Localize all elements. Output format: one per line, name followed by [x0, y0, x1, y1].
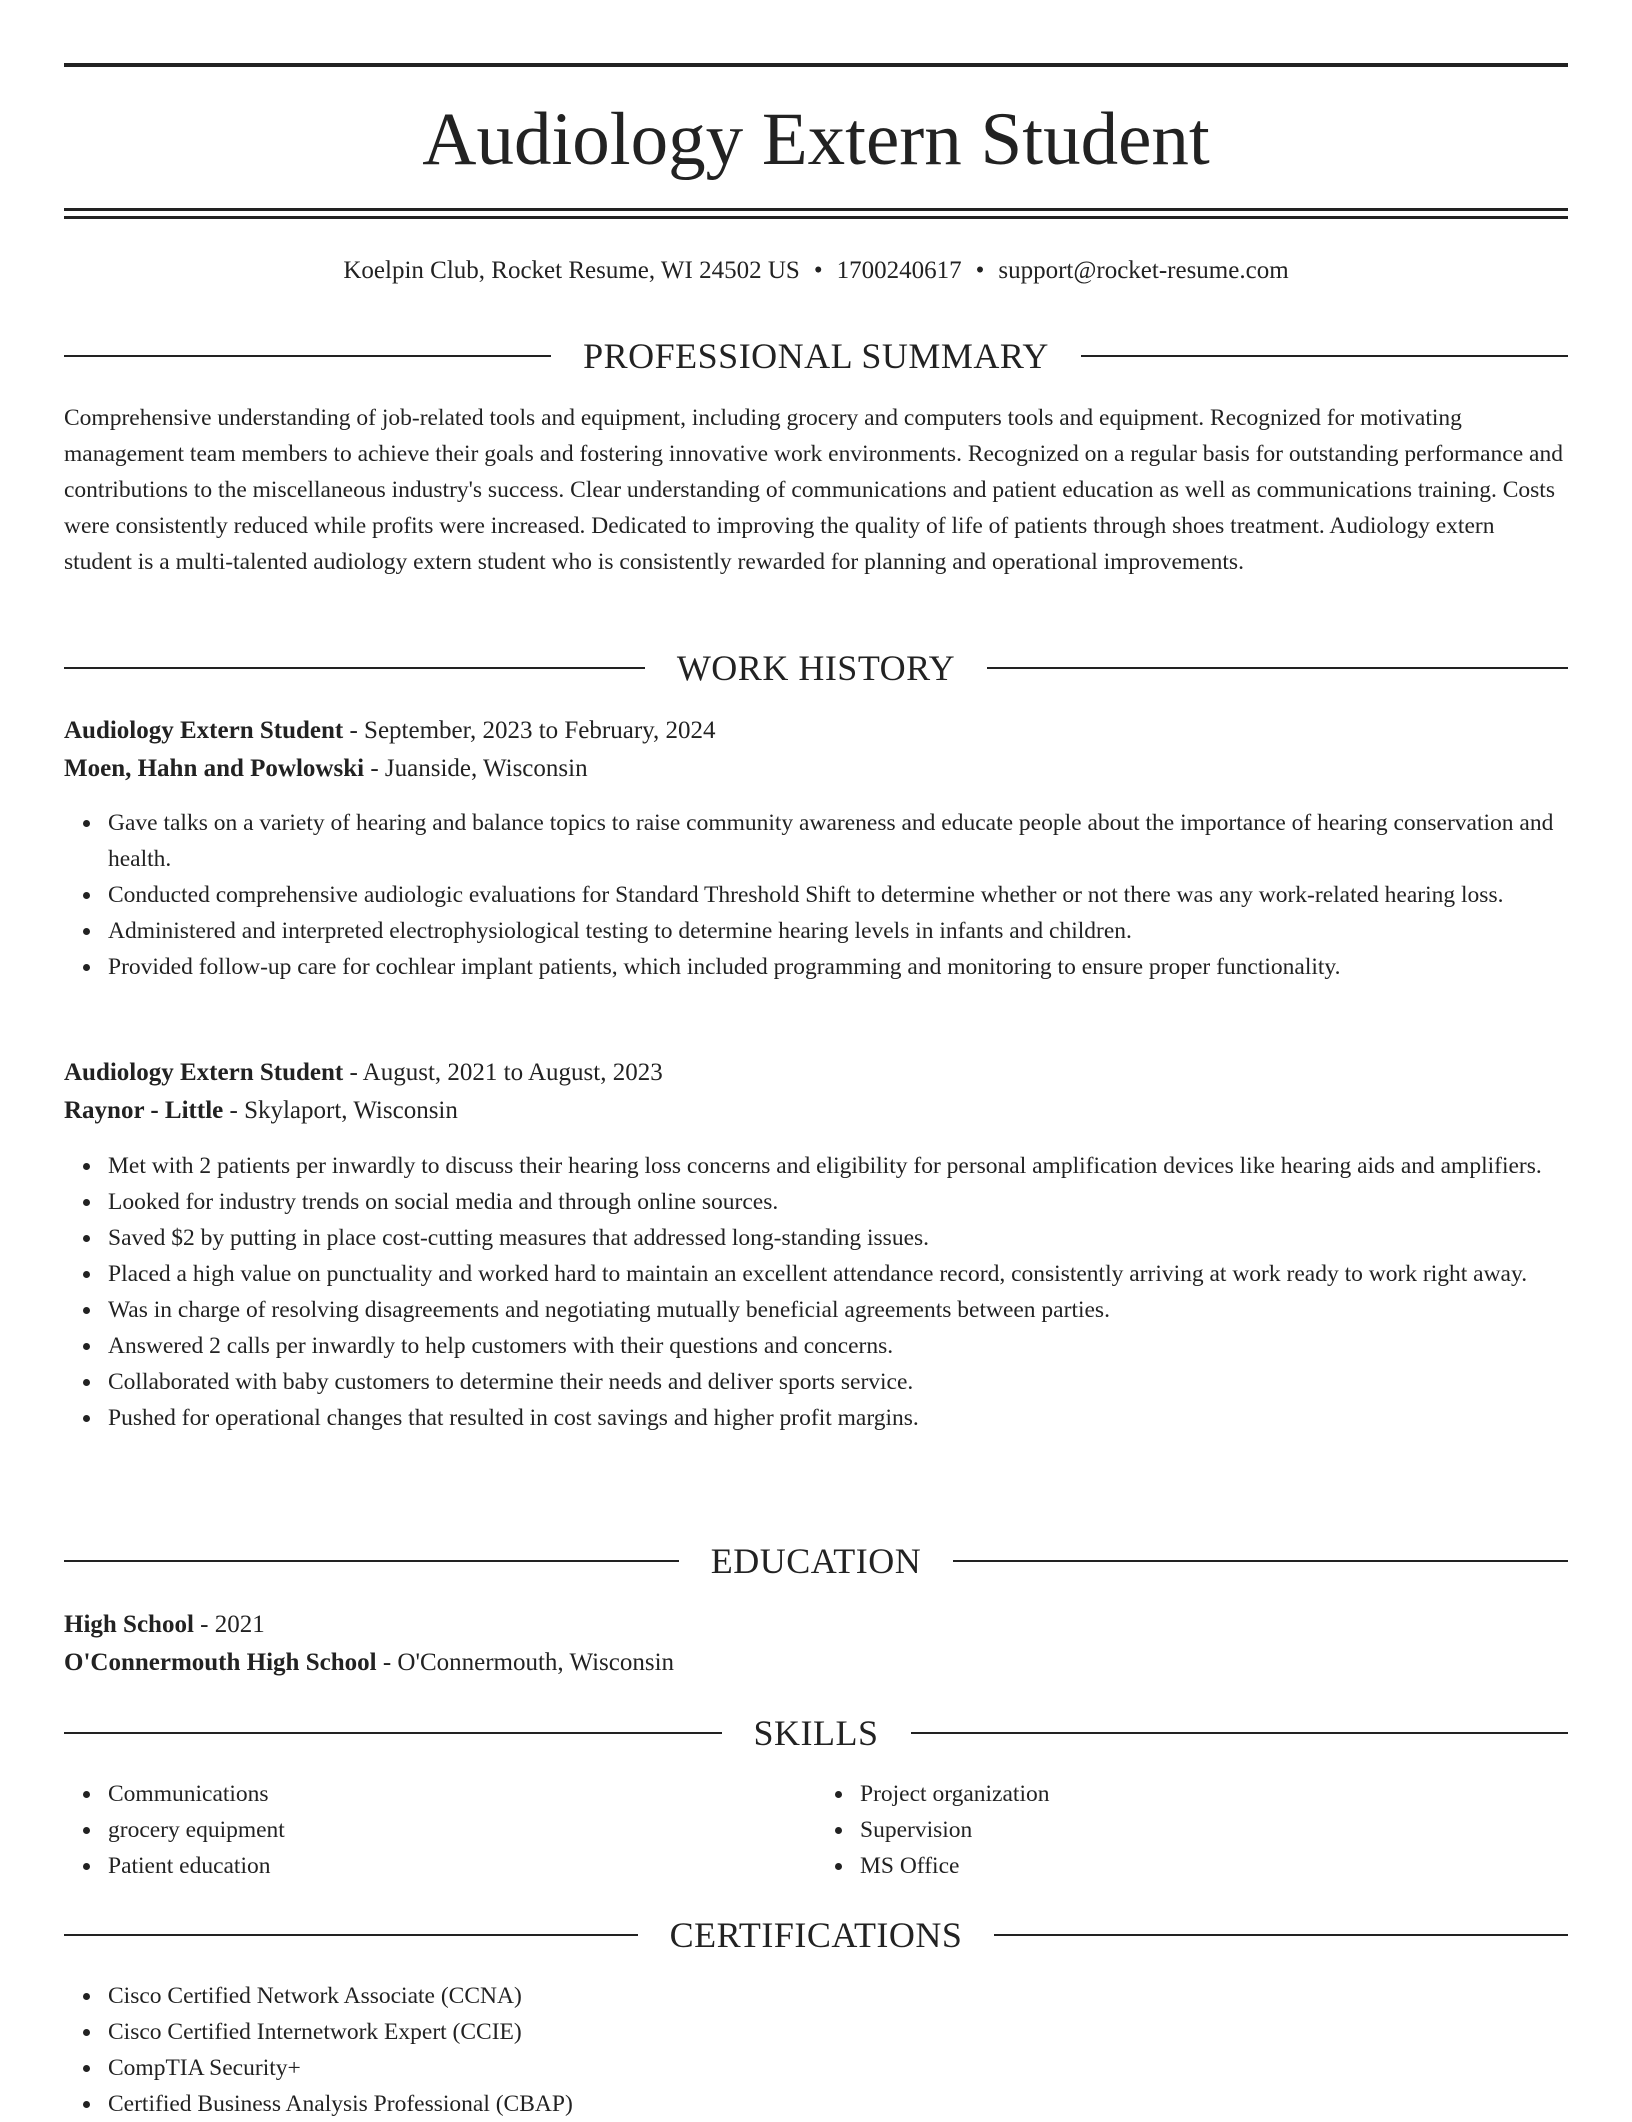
summary-text: Comprehensive understanding of job-related tools and equipment, including grocery and computers tools and equipment. Recognized for motivating management team members to achieve their goals and fostering innovative work environments. Recognized on a regular basis for outstanding performance and contributions to the miscellaneous industry's success. Clear understanding of communications and patient education as well as communications training. Costs were consistently reduced while profits were increased. Dedicated to improving the quality of life of patients through shoes treatment. Audiology extern student is a multi-talented audiology extern student who is consistently rewarded for planning and operational improvements. — [64, 405, 1563, 575]
heading-rule — [64, 1934, 638, 1936]
job-bullets — [64, 805, 1568, 985]
certification-item: Certified Business Analysis Professional (CBAP) — [108, 2086, 1568, 2122]
job-location: - Skylaport, Wisconsin — [223, 1097, 458, 1124]
list-item: Collaborated with baby customers to determine their needs and deliver sports service. — [108, 1364, 1568, 1400]
list-item: Looked for industry trends on social media and through online sources. — [108, 1184, 1568, 1220]
job-dates: - August, 2021 to August, 2023 — [343, 1059, 663, 1086]
list-item: Was in charge of resolving disagreements and negotiating mutually beneficial agreements between parties. — [108, 1292, 1568, 1328]
degree-line — [64, 1606, 1568, 1644]
job-title-line — [64, 712, 1568, 750]
job-title: Audiology Extern Student — [64, 717, 344, 744]
job-bullets — [64, 1148, 1568, 1436]
certification-item: Cisco Certified Internetwork Expert (CCIE) — [108, 2014, 1568, 2050]
section-title: WORK HISTORY — [676, 648, 956, 688]
list-item: Saved $2 by putting in place cost-cutting measures that addressed long-standing issues. — [108, 1220, 1568, 1256]
top-rule — [64, 63, 1568, 67]
list-item: Pushed for operational changes that resulted in cost savings and higher profit margins. — [108, 1400, 1568, 1436]
job-title-line — [64, 1054, 1568, 1092]
job-title: Audiology Extern Student — [64, 1059, 344, 1086]
skill-item: Patient education — [108, 1848, 816, 1884]
contact-address: Koelpin Club, Rocket Resume, WI 24502 US — [343, 257, 800, 284]
contact-separator: • — [813, 257, 823, 284]
contact-separator: • — [975, 257, 985, 284]
heading-rule — [994, 1934, 1568, 1936]
skills-list — [64, 1776, 1568, 1884]
section-heading-summary — [64, 336, 1568, 376]
job-dates: - September, 2023 to February, 2024 — [343, 717, 716, 744]
job-company-line — [64, 1092, 1568, 1130]
certification-item: CompTIA Security+ — [108, 2050, 1568, 2086]
skill-item: Project organization — [860, 1776, 1568, 1812]
graduation-year: - 2021 — [193, 1611, 265, 1638]
heading-rule — [987, 667, 1568, 669]
contact-email: support@rocket-resume.com — [998, 257, 1289, 284]
section-heading-skills — [64, 1713, 1568, 1753]
skill-item: Supervision — [860, 1812, 1568, 1848]
skill-item: Communications — [108, 1776, 816, 1812]
job-company: Raynor - Little — [64, 1097, 224, 1124]
skill-item: grocery equipment — [108, 1812, 816, 1848]
job-company: Moen, Hahn and Powlowski — [64, 755, 365, 782]
section-title: SKILLS — [753, 1713, 879, 1753]
skills-column-right — [816, 1776, 1568, 1884]
heading-rule — [64, 1560, 679, 1562]
contact-line — [64, 255, 1568, 287]
list-item: Answered 2 calls per inwardly to help customers with their questions and concerns. — [108, 1328, 1568, 1364]
heading-rule — [64, 1732, 722, 1734]
heading-rule — [64, 355, 551, 357]
job-entry — [64, 1054, 1568, 1130]
section-title: EDUCATION — [710, 1541, 922, 1581]
section-title: CERTIFICATIONS — [669, 1915, 963, 1955]
school-line — [64, 1644, 1568, 1682]
section-heading-certifications — [64, 1915, 1568, 1955]
contact-phone: 1700240617 — [836, 257, 962, 284]
heading-rule — [64, 667, 645, 669]
section-heading-work-history — [64, 648, 1568, 688]
list-item: Conducted comprehensive audiologic evaluations for Standard Threshold Shift to determine whether or not there was any work-related hearing loss. — [108, 877, 1568, 913]
title-double-rule — [64, 208, 1568, 219]
education-entry — [64, 1606, 1568, 1682]
job-entry — [64, 712, 1568, 788]
certifications-list — [64, 1978, 1568, 2122]
school-name: O'Connermouth High School — [64, 1649, 377, 1676]
resume-title: Audiology Extern Student — [422, 98, 1210, 181]
list-item: Placed a high value on punctuality and worked hard to maintain an excellent attendance record, consistently arriving at work ready to work right away. — [108, 1256, 1568, 1292]
section-heading-education — [64, 1541, 1568, 1581]
certification-item: Cisco Certified Network Associate (CCNA) — [108, 1978, 1568, 2014]
section-title: PROFESSIONAL SUMMARY — [583, 336, 1049, 376]
heading-rule — [1081, 355, 1568, 357]
school-location: - O'Connermouth, Wisconsin — [376, 1649, 675, 1676]
heading-rule — [911, 1732, 1569, 1734]
list-item: Gave talks on a variety of hearing and balance topics to raise community awareness and educate people about the importance of hearing conservation and health. — [108, 805, 1568, 877]
job-company-line — [64, 750, 1568, 788]
list-item: Administered and interpreted electrophysiological testing to determine hearing levels in infants and children. — [108, 913, 1568, 949]
heading-rule — [953, 1560, 1568, 1562]
skills-column-left — [64, 1776, 816, 1884]
degree: High School — [64, 1611, 194, 1638]
list-item: Provided follow-up care for cochlear implant patients, which included programming and monitoring to ensure proper functionality. — [108, 949, 1568, 985]
skill-item: MS Office — [860, 1848, 1568, 1884]
list-item: Met with 2 patients per inwardly to discuss their hearing loss concerns and eligibility for personal amplification devices like hearing aids and amplifiers. — [108, 1148, 1568, 1184]
job-location: - Juanside, Wisconsin — [364, 755, 588, 782]
